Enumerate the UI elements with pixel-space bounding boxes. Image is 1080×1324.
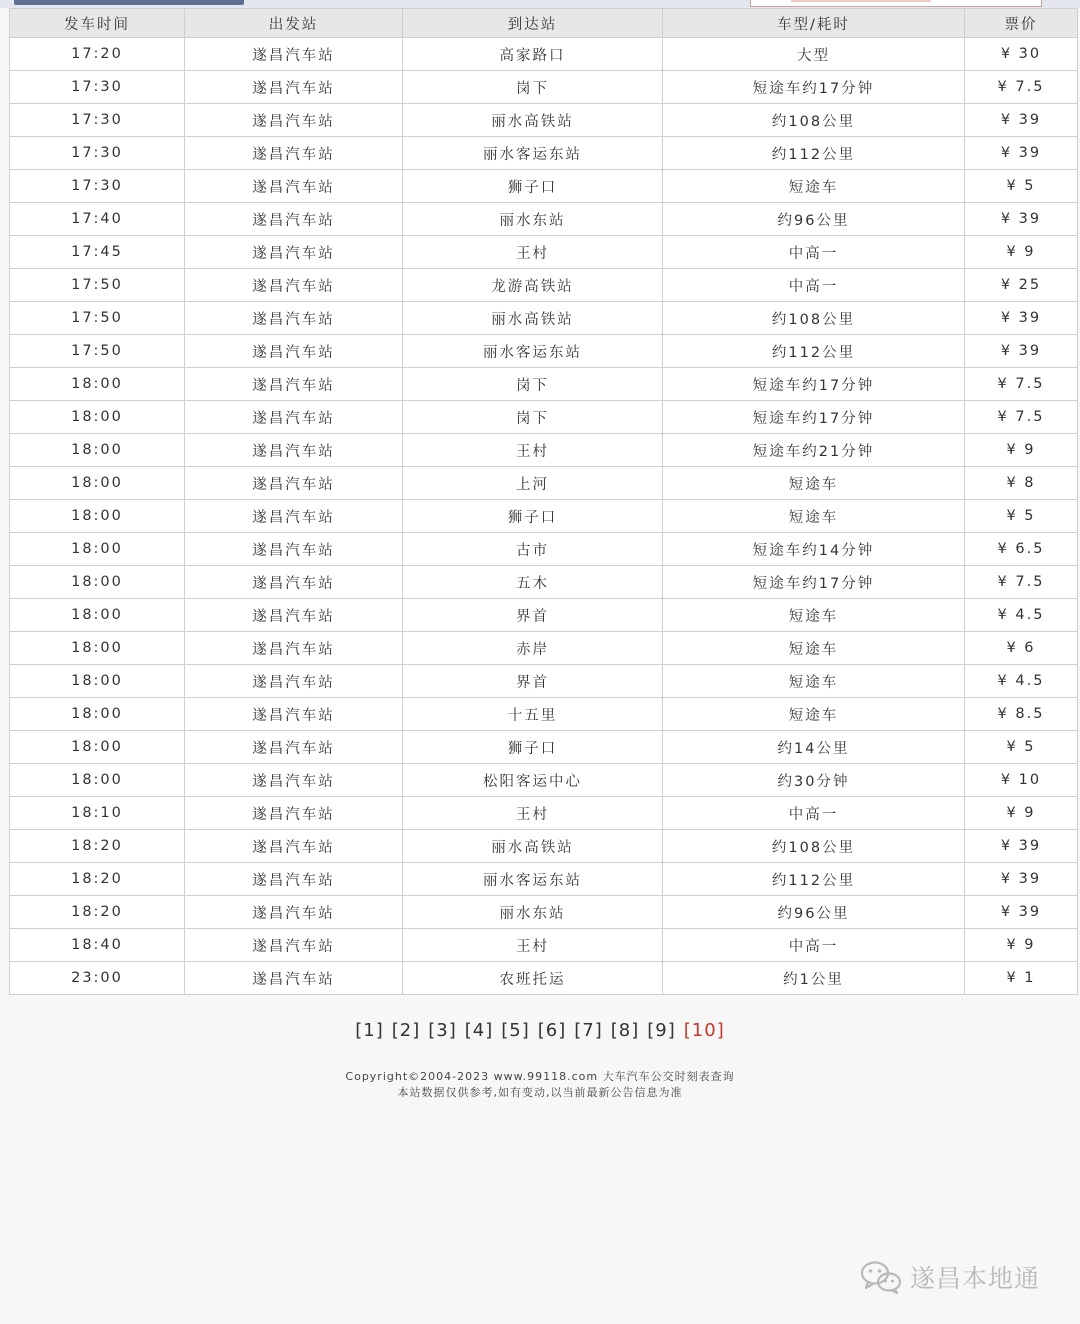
fare-cell: ¥ 9 [965,929,1078,962]
table-row [10,368,1078,401]
table-row [10,797,1078,830]
fare-cell: ¥ 25 [965,269,1078,302]
origin-station-cell: 遂昌汽车站 [185,368,403,401]
departure-time-cell: 18:00 [10,434,185,467]
table-row [10,929,1078,962]
vehicle-duration-cell: 约96公里 [663,896,965,929]
page-link-8[interactable]: [8] [610,1020,640,1041]
destination-station-cell: 松阳客运中心 [403,764,663,797]
header-row [10,9,1078,38]
page-link-7[interactable]: [7] [574,1020,603,1041]
page-link-2[interactable]: [2] [391,1020,421,1041]
fare-cell: ¥ 5 [965,500,1078,533]
departure-time-cell: 18:00 [10,632,185,665]
table-row [10,401,1078,434]
origin-station-cell: 遂昌汽车站 [185,38,403,71]
departure-time-cell: 17:20 [10,38,185,71]
destination-station-cell: 王村 [403,929,663,962]
vehicle-duration-cell: 短途车 [663,698,965,731]
search-box-fragment[interactable] [750,0,1042,7]
origin-station-cell: 遂昌汽车站 [185,764,403,797]
origin-station-cell: 遂昌汽车站 [185,896,403,929]
site-footer [0,1069,1080,1101]
fare-cell: ¥ 5 [965,731,1078,764]
departure-time-cell: 18:00 [10,566,185,599]
table-row [10,863,1078,896]
destination-station-cell: 丽水客运东站 [403,335,663,368]
table-row [10,434,1078,467]
origin-station-cell: 遂昌汽车站 [185,302,403,335]
table-row [10,71,1078,104]
departure-time-cell: 18:00 [10,401,185,434]
origin-station-cell: 遂昌汽车站 [185,500,403,533]
departure-time-cell: 18:00 [10,764,185,797]
destination-station-cell: 农班托运 [403,962,663,995]
table-row [10,236,1078,269]
fare-cell: ¥ 9 [965,797,1078,830]
vehicle-duration-cell: 短途车 [663,599,965,632]
table-row [10,467,1078,500]
table-row [10,269,1078,302]
table-row [10,137,1078,170]
departure-time-cell: 18:00 [10,731,185,764]
fare-cell: ¥ 5 [965,170,1078,203]
disclaimer-text: 本站数据仅供参考,如有变动,以当前最新公告信息为准 [397,1086,683,1099]
page-link-6[interactable]: [6] [537,1020,567,1041]
table-row [10,38,1078,71]
departure-time-cell: 23:00 [10,962,185,995]
destination-station-cell: 龙游高铁站 [403,269,663,302]
header-destination-station: 到达站 [403,9,663,38]
destination-station-cell: 十五里 [403,698,663,731]
origin-station-cell: 遂昌汽车站 [185,830,403,863]
vehicle-duration-cell: 约14公里 [663,731,965,764]
fare-cell: ¥ 6 [965,632,1078,665]
destination-station-cell: 狮子口 [403,170,663,203]
departure-time-cell: 18:20 [10,830,185,863]
fare-cell: ¥ 39 [965,896,1078,929]
fare-cell: ¥ 39 [965,203,1078,236]
vehicle-duration-cell: 短途车 [663,500,965,533]
origin-station-cell: 遂昌汽车站 [185,929,403,962]
origin-station-cell: 遂昌汽车站 [185,401,403,434]
vehicle-duration-cell: 短途车约14分钟 [663,533,965,566]
wechat-icon [860,1260,902,1294]
vehicle-duration-cell: 短途车约17分钟 [663,566,965,599]
origin-station-cell: 遂昌汽车站 [185,797,403,830]
fare-cell: ¥ 39 [965,830,1078,863]
fare-cell: ¥ 8.5 [965,698,1078,731]
vehicle-duration-cell: 中高一 [663,797,965,830]
departure-time-cell: 18:10 [10,797,185,830]
fare-cell: ¥ 6.5 [965,533,1078,566]
vehicle-duration-cell: 约112公里 [663,335,965,368]
origin-station-cell: 遂昌汽车站 [185,731,403,764]
header-vehicle-duration: 车型/耗时 [663,9,965,38]
page-link-4[interactable]: [4] [464,1020,494,1041]
fare-cell: ¥ 39 [965,863,1078,896]
origin-station-cell: 遂昌汽车站 [185,533,403,566]
origin-station-cell: 遂昌汽车站 [185,170,403,203]
fare-cell: ¥ 4.5 [965,665,1078,698]
destination-station-cell: 王村 [403,434,663,467]
origin-station-cell: 遂昌汽车站 [185,632,403,665]
vehicle-duration-cell: 短途车 [663,665,965,698]
fare-cell: ¥ 10 [965,764,1078,797]
fare-cell: ¥ 9 [965,434,1078,467]
destination-station-cell: 界首 [403,665,663,698]
table-row [10,632,1078,665]
departure-time-cell: 17:50 [10,302,185,335]
pagination [0,1020,1080,1041]
table-body [10,38,1078,995]
copyright-text: Copyright©2004-2023 www.99118.com 大车汽车公交时刻表查询 [345,1070,735,1083]
table-row [10,566,1078,599]
destination-station-cell: 丽水高铁站 [403,104,663,137]
destination-station-cell: 王村 [403,797,663,830]
vehicle-duration-cell: 短途车 [663,170,965,203]
destination-station-cell: 岗下 [403,401,663,434]
top-toolbar-fragment [0,0,1080,8]
fare-cell: ¥ 7.5 [965,368,1078,401]
table-row [10,170,1078,203]
table-row [10,599,1078,632]
departure-time-cell: 17:30 [10,170,185,203]
vehicle-duration-cell: 约108公里 [663,302,965,335]
vehicle-duration-cell: 短途车 [663,632,965,665]
vehicle-duration-cell: 中高一 [663,236,965,269]
destination-station-cell: 界首 [403,599,663,632]
table-row [10,104,1078,137]
departure-time-cell: 17:30 [10,104,185,137]
destination-station-cell: 赤岸 [403,632,663,665]
origin-station-cell: 遂昌汽车站 [185,863,403,896]
departure-time-cell: 17:30 [10,137,185,170]
fare-cell: ¥ 8 [965,467,1078,500]
departure-time-cell: 18:40 [10,929,185,962]
origin-station-cell: 遂昌汽车站 [185,236,403,269]
table-row [10,203,1078,236]
departure-time-cell: 18:00 [10,533,185,566]
origin-station-cell: 遂昌汽车站 [185,566,403,599]
fare-cell: ¥ 4.5 [965,599,1078,632]
vehicle-duration-cell: 中高一 [663,929,965,962]
origin-station-cell: 遂昌汽车站 [185,434,403,467]
destination-station-cell: 五木 [403,566,663,599]
destination-station-cell: 古市 [403,533,663,566]
table-row [10,830,1078,863]
table-row [10,764,1078,797]
page-link-3[interactable]: [3] [428,1020,457,1041]
departure-time-cell: 18:20 [10,863,185,896]
vehicle-duration-cell: 大型 [663,38,965,71]
destination-station-cell: 王村 [403,236,663,269]
table-row [10,731,1078,764]
destination-station-cell: 高家路口 [403,38,663,71]
destination-station-cell: 岗下 [403,368,663,401]
departure-time-cell: 17:45 [10,236,185,269]
fare-cell: ¥ 39 [965,302,1078,335]
departure-time-cell: 18:00 [10,665,185,698]
vehicle-duration-cell: 约30分钟 [663,764,965,797]
origin-station-cell: 遂昌汽车站 [185,203,403,236]
vehicle-duration-cell: 中高一 [663,269,965,302]
table-row [10,896,1078,929]
vehicle-duration-cell: 短途车约17分钟 [663,368,965,401]
bus-schedule-table [9,8,1078,995]
origin-station-cell: 遂昌汽车站 [185,137,403,170]
wechat-watermark [860,1259,1040,1295]
departure-time-cell: 18:00 [10,599,185,632]
vehicle-duration-cell: 短途车约21分钟 [663,434,965,467]
destination-station-cell: 狮子口 [403,731,663,764]
vehicle-duration-cell: 约112公里 [663,863,965,896]
origin-station-cell: 遂昌汽车站 [185,599,403,632]
vehicle-duration-cell: 短途车约17分钟 [663,401,965,434]
vehicle-duration-cell: 约108公里 [663,104,965,137]
origin-station-cell: 遂昌汽车站 [185,962,403,995]
page-link-10[interactable]: [10] [683,1020,725,1041]
table-row [10,665,1078,698]
table-header [10,9,1078,38]
departure-time-cell: 17:50 [10,269,185,302]
header-fare: 票价 [965,9,1078,38]
page-link-1[interactable]: [1] [355,1020,384,1041]
vehicle-duration-cell: 约108公里 [663,830,965,863]
fare-cell: ¥ 39 [965,335,1078,368]
origin-station-cell: 遂昌汽车站 [185,335,403,368]
destination-station-cell: 丽水客运东站 [403,863,663,896]
origin-station-cell: 遂昌汽车站 [185,104,403,137]
departure-time-cell: 18:00 [10,500,185,533]
fare-cell: ¥ 39 [965,104,1078,137]
destination-station-cell: 丽水东站 [403,896,663,929]
fare-cell: ¥ 7.5 [965,401,1078,434]
departure-time-cell: 17:30 [10,71,185,104]
page-link-9[interactable]: [9] [647,1020,676,1041]
vehicle-duration-cell: 约112公里 [663,137,965,170]
departure-time-cell: 18:20 [10,896,185,929]
table-row [10,335,1078,368]
destination-station-cell: 丽水东站 [403,203,663,236]
header-origin-station: 出发站 [185,9,403,38]
vehicle-duration-cell: 短途车约17分钟 [663,71,965,104]
departure-time-cell: 18:00 [10,368,185,401]
destination-station-cell: 丽水高铁站 [403,830,663,863]
table-row [10,533,1078,566]
fare-cell: ¥ 1 [965,962,1078,995]
origin-station-cell: 遂昌汽车站 [185,665,403,698]
origin-station-cell: 遂昌汽车站 [185,269,403,302]
origin-station-cell: 遂昌汽车站 [185,71,403,104]
table-row [10,500,1078,533]
table-row [10,302,1078,335]
table-row [10,698,1078,731]
fare-cell: ¥ 30 [965,38,1078,71]
fare-cell: ¥ 9 [965,236,1078,269]
destination-station-cell: 岗下 [403,71,663,104]
table-row [10,962,1078,995]
vehicle-duration-cell: 短途车 [663,467,965,500]
watermark-text: 遂昌本地通 [910,1264,1041,1293]
destination-station-cell: 狮子口 [403,500,663,533]
origin-station-cell: 遂昌汽车站 [185,467,403,500]
header-departure-time: 发车时间 [10,9,185,38]
departure-time-cell: 17:40 [10,203,185,236]
site-logo-fragment [14,0,244,5]
origin-station-cell: 遂昌汽车站 [185,698,403,731]
vehicle-duration-cell: 约96公里 [663,203,965,236]
vehicle-duration-cell: 约1公里 [663,962,965,995]
fare-cell: ¥ 7.5 [965,566,1078,599]
page-link-5[interactable]: [5] [501,1020,530,1041]
destination-station-cell: 丽水高铁站 [403,302,663,335]
departure-time-cell: 17:50 [10,335,185,368]
departure-time-cell: 18:00 [10,698,185,731]
destination-station-cell: 丽水客运东站 [403,137,663,170]
destination-station-cell: 上河 [403,467,663,500]
fare-cell: ¥ 7.5 [965,71,1078,104]
departure-time-cell: 18:00 [10,467,185,500]
fare-cell: ¥ 39 [965,137,1078,170]
